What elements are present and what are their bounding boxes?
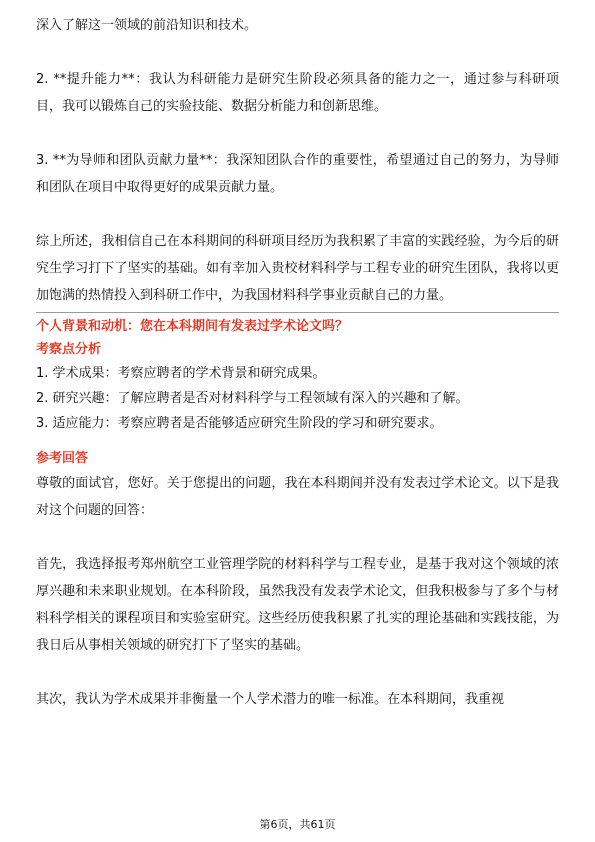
question-title: 个人背景和动机：您在本科期间有发表过学术论文吗？ <box>36 319 349 334</box>
document-page <box>36 12 559 713</box>
point-contribute-team: 3. **为导师和团队贡献力量**：我深知团队合作的重要性，希望通过自己的努力，为导师和团队在项目中取得更好的成果贡献力量。 <box>36 153 559 195</box>
analysis-heading: 考察点分析 <box>36 342 102 357</box>
analysis-item: 3. 适应能力：考察应聘者是否能够适应研究生阶段的学习和研究要求。 <box>36 416 443 431</box>
analysis-list <box>36 361 559 436</box>
answer-heading: 参考回答 <box>36 451 89 466</box>
answer-paragraph: 尊敬的面试官，您好。关于您提出的问题，我在本科期间并没有发表过学术论文。以下是我对这个问题的回答： <box>36 476 559 518</box>
analysis-item: 2. 研究兴趣：了解应聘者是否对材料科学与工程领域有深入的兴趣和了解。 <box>36 391 469 406</box>
answer-paragraph: 首先，我选择报考郑州航空工业管理学院的材料科学与工程专业，是基于我对这个领域的浓厚兴趣和未来职业规划。在本科阶段，虽然我没有发表学术论文，但我积极参与了多个与材料科学相关的课程项目和实验室研究。这些经历使我积累了扎实的理论基础和实践技能，为我日后从事相关领域的研究打下了坚实的基础。 <box>36 557 559 653</box>
intro-continuation: 深入了解这一领域的前沿知识和技术。 <box>36 18 258 33</box>
answer-paragraph: 其次，我认为学术成果并非衡量一个人学术潜力的唯一标准。在本科期间，我重视 <box>36 692 505 707</box>
section-divider <box>36 312 559 313</box>
conclusion-paragraph: 综上所述，我相信自己在本科期间的科研项目经历为我积累了丰富的实践经验，为今后的研究生学习打下了坚实的基础。如有幸加入贵校材料科学与工程专业的研究生团队，我将以更加饱满的热情投入到科研工作中，为我国材料科学事业贡献自己的力量。 <box>36 234 559 303</box>
page-number-footer: 第6页，共61页 <box>259 818 336 831</box>
analysis-item: 1. 学术成果：考察应聘者的学术背景和研究成果。 <box>36 366 326 381</box>
point-improve-ability: 2. **提升能力**：我认为科研能力是研究生阶段必须具备的能力之一，通过参与科研项目，我可以锻炼自己的实验技能、数据分析能力和创新思维。 <box>36 72 559 114</box>
